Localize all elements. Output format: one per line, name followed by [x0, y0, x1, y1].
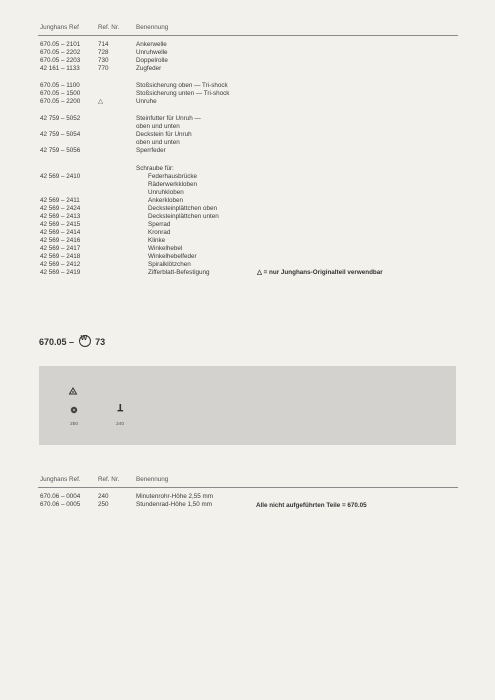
original-part-note: △ = nur Junghans-Originalteil verwendbar	[257, 269, 383, 276]
table-row: 42 569 – 2413 Decksteinplättchen unten	[40, 213, 219, 220]
header2-rule	[38, 487, 458, 488]
calibre-suffix: 73	[95, 337, 106, 347]
table-row: 42 759 – 5054 Deckstein für Unruh	[40, 131, 192, 138]
table-row: 42 569 – 2411 Ankerkloben	[40, 197, 184, 204]
minute-pipe-icon	[118, 404, 124, 411]
table-row: 42 759 – 5052 Steinfutter für Unruh —	[40, 115, 201, 122]
table-row: 670.05 – 2200 △ Unruhe	[40, 98, 157, 105]
original-part-triangle-icon: △	[98, 98, 103, 105]
header2-name: Benennung	[136, 476, 169, 483]
header-rule	[38, 35, 458, 36]
table-row: 670.06 – 0005 250 Stundenrad-Höhe 1,50 mm	[40, 501, 212, 508]
table-row: 42 569 – 2419 Zifferblatt-Befestigung	[40, 269, 210, 276]
table-row: 670.06 – 0004 240 Minutenrohr-Höhe 2,55 mm	[40, 493, 213, 500]
hour-wheel-icon	[71, 407, 77, 413]
table-row: 42 569 – 2418 Winkelhebelfeder	[40, 253, 197, 260]
header-nr: Ref. Nr.	[98, 24, 120, 31]
calibre-heading	[39, 333, 105, 347]
header2-ref: Junghans Ref.	[40, 476, 81, 483]
table-row: 42 569 – 2424 Decksteinplättchen oben	[40, 205, 217, 212]
header2-nr: Ref. Nr.	[98, 476, 120, 483]
junghans-logo-icon	[79, 335, 91, 347]
part-label-250: 250	[70, 422, 79, 427]
table-row: 42 569 – 2415 Sperrad	[40, 221, 171, 228]
table-row: 42 569 – 2414 Kronrad	[40, 229, 171, 236]
table-row: 42 161 – 1133 770 Zugfeder	[40, 65, 162, 72]
table-row: oben und unten	[136, 139, 180, 146]
part-label-240: 240	[116, 422, 125, 427]
table-row: 670.05 – 1500 Stoßsicherung unten — Tri-shock	[40, 90, 230, 97]
table-row: 42 569 – 2410 Federhausbrücke	[40, 173, 198, 180]
table-row: Räderwerkkloben	[148, 181, 198, 188]
original-part-marker-icon	[70, 388, 77, 394]
header-ref: Junghans Ref	[40, 24, 79, 31]
header-name: Benennung	[136, 24, 169, 31]
table-row: 670.05 – 2202 728 Unruhwelle	[40, 49, 168, 56]
parts-drawing	[39, 366, 456, 445]
calibre-number: 670.05 –	[39, 337, 75, 347]
table-row: 42 569 – 2412 Spiralklötzchen	[40, 261, 191, 268]
table-row: 42 569 – 2417 Winkelhebel	[40, 245, 183, 252]
table-row: 42 569 – 2416 Klinke	[40, 237, 166, 244]
table-row: 670.05 – 2203 730 Doppelrolle	[40, 57, 168, 64]
group-title: Schraube für:	[136, 165, 174, 172]
table-row: 670.05 – 2101 714 Ankerwelle	[40, 41, 167, 48]
parts-illustration	[39, 366, 456, 445]
footer-note: Alle nicht aufgeführten Teile = 670.05	[256, 502, 367, 509]
table-row: Unruhkloben	[148, 189, 184, 196]
table-row: 670.05 – 1100 Stoßsicherung oben — Tri-shock	[40, 82, 228, 89]
table-row: 42 759 – 5056 Sperrfeder	[40, 147, 166, 154]
table-row: oben und unten	[136, 123, 180, 130]
